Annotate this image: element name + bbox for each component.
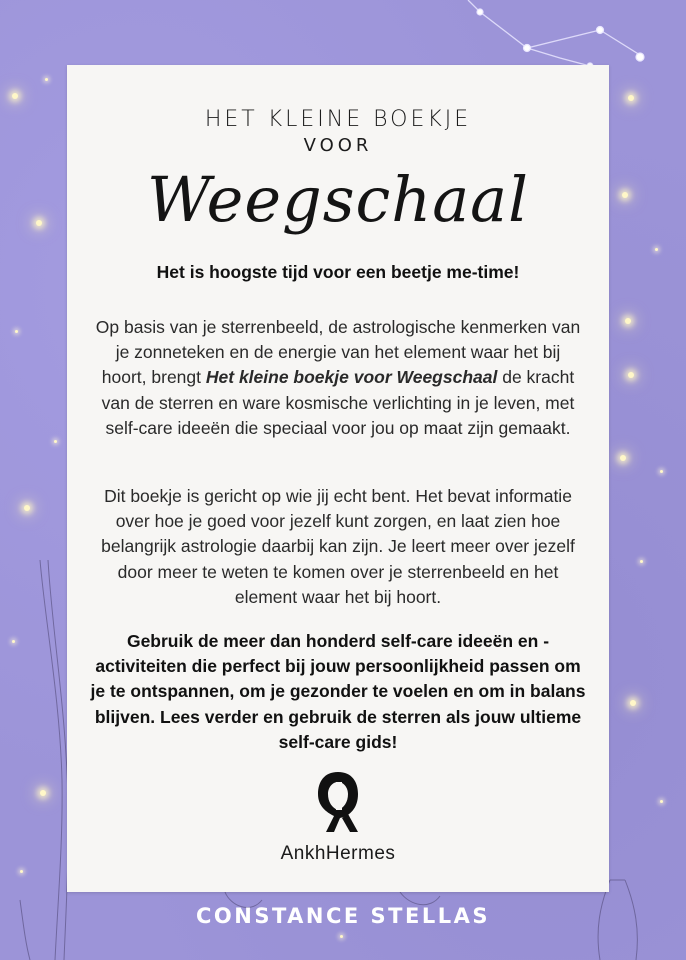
star-icon (660, 470, 663, 473)
title-line1: HET KLEINE BOEKJE (204, 107, 472, 132)
star-icon (15, 330, 18, 333)
cover-card (67, 65, 609, 892)
star-icon (640, 560, 643, 563)
lead-text: Het is hoogste tijd voor een beetje me-time! (156, 262, 520, 282)
star-icon (54, 440, 57, 443)
star-icon (655, 248, 658, 251)
star-icon (628, 95, 634, 101)
paragraph-2: Dit boekje is gericht op wie jij echt bent. Het bevat informatie over hoe je goed voor jezelf kunt zorgen, en laat zien hoe belangrijk astrologie daarbij kan zijn. Je leert meer over jezelf door meer te weten te komen over je sterrenbeeld en het element waar het bij hoort. (101, 486, 575, 607)
star-icon (40, 790, 46, 796)
star-icon (660, 800, 663, 803)
star-icon (20, 870, 23, 873)
title-script: Weegschaal (147, 163, 529, 236)
paragraph-1-emphasis: Het kleine boekje voor Weegschaal (205, 367, 498, 388)
publisher-name: AnkhHermes (280, 843, 396, 864)
star-icon (630, 700, 636, 706)
star-icon (36, 220, 42, 226)
star-icon (45, 78, 48, 81)
paragraph-3: Gebruik de meer dan honderd self-care ideeën en -activiteiten die perfect bij jouw persoonlijkheid passen om je te ontspannen, om je gezonder te voelen en om in balans blijven. Lees verder en gebruik de sterren als jouw ultieme self-care gids! (90, 631, 586, 752)
star-icon (628, 372, 634, 378)
star-icon (12, 93, 18, 99)
publisher-logo-icon (316, 770, 360, 834)
paragraph-1-before: Op basis van je sterrenbeeld, de astrologische kenmerken van je zonneteken en de energie van het element waar het bij hoort, brengt (95, 317, 581, 388)
star-icon (24, 505, 30, 511)
paragraph-1-after: de kracht van de sterren en ware kosmische verlichting in je leven, met self-care ideeën die speciaal voor jou op maat zijn gemaakt. (101, 367, 575, 438)
star-icon (12, 640, 15, 643)
author-name: CONSTANCE STELLAS (196, 904, 490, 928)
star-icon (620, 455, 626, 461)
star-icon (340, 935, 343, 938)
paragraph-1 (95, 315, 581, 441)
star-icon (622, 192, 628, 198)
star-icon (625, 318, 631, 324)
title-line2: VOOR (303, 135, 373, 156)
